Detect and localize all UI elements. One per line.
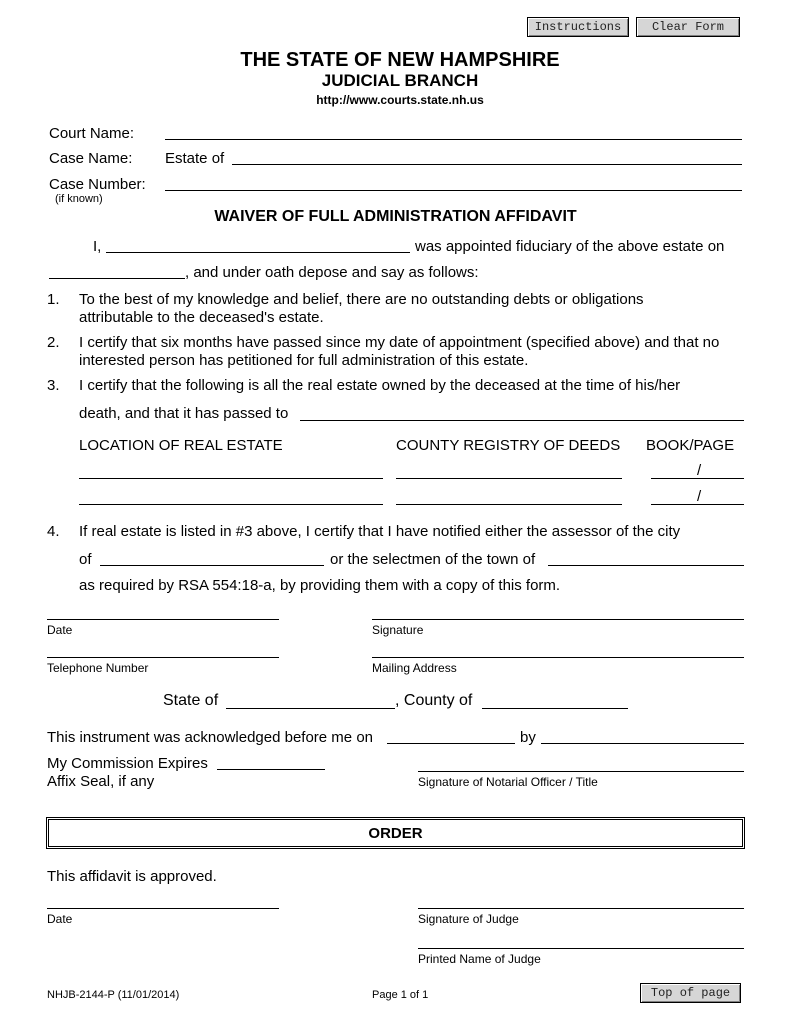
signature-field[interactable]: [372, 619, 744, 620]
date-label: Date: [47, 623, 73, 637]
by-label: by: [520, 729, 536, 746]
notarial-signature-label: Signature of Notarial Officer / Title: [418, 775, 598, 789]
item-2-line-2: interested person has petitioned for full administration of this estate.: [79, 352, 529, 369]
town-field[interactable]: [548, 565, 744, 566]
fiduciary-name-field[interactable]: [106, 252, 410, 253]
order-date-field[interactable]: [47, 908, 279, 909]
branch-heading: JUDICIAL BRANCH: [321, 71, 479, 90]
if-known-note: (if known): [55, 193, 103, 205]
item-3-number: 3.: [47, 377, 60, 394]
commission-label: My Commission Expires: [47, 755, 208, 772]
form-id: NHJB-2144-P (11/01/2014): [47, 989, 180, 1001]
mailing-address-field[interactable]: [372, 657, 744, 658]
notary-county-field[interactable]: [482, 708, 628, 709]
intro-appointed: was appointed fiduciary of the above estate on: [415, 238, 725, 255]
telephone-label: Telephone Number: [47, 661, 149, 675]
item-1-line-1: To the best of my knowledge and belief, there are no outstanding debts or obligations: [79, 291, 644, 308]
item-1-number: 1.: [47, 291, 60, 308]
judge-signature-label: Signature of Judge: [418, 912, 519, 926]
judge-signature-field[interactable]: [418, 908, 744, 909]
judge-printed-name-label: Printed Name of Judge: [418, 952, 541, 966]
case-number-field[interactable]: [165, 190, 742, 191]
state-of-label: State of: [163, 692, 219, 709]
registry-field-1[interactable]: [396, 478, 622, 479]
order-date-label: Date: [47, 912, 73, 926]
item-3-line-2: death, and that it has passed to: [79, 405, 289, 422]
bookpage-slash-1: /: [697, 462, 702, 479]
item-2-number: 2.: [47, 334, 60, 351]
item-1-line-2: attributable to the deceased's estate.: [79, 309, 324, 326]
estate-of-label: Estate of: [165, 150, 225, 167]
acknowledged-by-field[interactable]: [541, 743, 744, 744]
top-of-page-button[interactable]: Top of page: [640, 983, 741, 1003]
location-field-2[interactable]: [79, 504, 383, 505]
location-field-1[interactable]: [79, 478, 383, 479]
page-number: Page 1 of 1: [372, 989, 429, 1001]
passed-to-field[interactable]: [300, 420, 744, 421]
item-3-line-1: I certify that the following is all the real estate owned by the deceased at the time of his/her: [79, 377, 681, 394]
intro-i: I,: [93, 238, 102, 255]
item-4-number: 4.: [47, 523, 60, 540]
item-4-or: or the selectmen of the town of: [330, 551, 536, 568]
intro-oath: , and under oath depose and say as follows:: [185, 264, 479, 281]
col-bookpage-header: BOOK/PAGE: [646, 437, 735, 454]
approved-text: This affidavit is approved.: [47, 868, 217, 885]
col-location-header: LOCATION OF REAL ESTATE: [79, 437, 283, 454]
acknowledged-date-field[interactable]: [387, 743, 515, 744]
item-4-line-1: If real estate is listed in #3 above, I certify that I have notified either the assessor of the city: [79, 523, 681, 540]
item-4-line-3: as required by RSA 554:18-a, by providing them with a copy of this form.: [79, 577, 561, 594]
judge-printed-name-field[interactable]: [418, 948, 744, 949]
col-registry-header: COUNTY REGISTRY OF DEEDS: [396, 437, 621, 454]
notary-state-field[interactable]: [226, 708, 395, 709]
court-name-field[interactable]: [165, 139, 742, 140]
registry-field-2[interactable]: [396, 504, 622, 505]
date-field[interactable]: [47, 619, 279, 620]
instructions-button[interactable]: Instructions: [527, 17, 629, 37]
county-of-label: , County of: [395, 692, 473, 709]
affix-seal-label: Affix Seal, if any: [47, 773, 155, 790]
commission-expires-field[interactable]: [217, 769, 325, 770]
acknowledged-label: This instrument was acknowledged before me on: [47, 729, 374, 746]
case-name-label: Case Name:: [49, 150, 133, 167]
bookpage-slash-2: /: [697, 488, 702, 505]
state-heading: THE STATE OF NEW HAMPSHIRE: [240, 49, 560, 71]
form-title: WAIVER OF FULL ADMINISTRATION AFFIDAVIT: [214, 208, 577, 225]
clear-form-button[interactable]: Clear Form: [636, 17, 740, 37]
court-name-label: Court Name:: [49, 125, 135, 142]
estate-of-field[interactable]: [232, 164, 742, 165]
order-title: ORDER: [368, 825, 423, 842]
telephone-field[interactable]: [47, 657, 279, 658]
city-field[interactable]: [100, 565, 324, 566]
item-4-of: of: [79, 551, 92, 568]
notarial-signature-field[interactable]: [418, 771, 744, 772]
case-number-label: Case Number:: [49, 176, 146, 193]
signature-label: Signature: [372, 623, 424, 637]
appointment-date-field[interactable]: [49, 278, 185, 279]
order-box: [46, 817, 745, 849]
mailing-address-label: Mailing Address: [372, 661, 457, 675]
court-url: http://www.courts.state.nh.us: [316, 93, 484, 107]
item-2-line-1: I certify that six months have passed since my date of appointment (specified above) and that no: [79, 334, 720, 351]
